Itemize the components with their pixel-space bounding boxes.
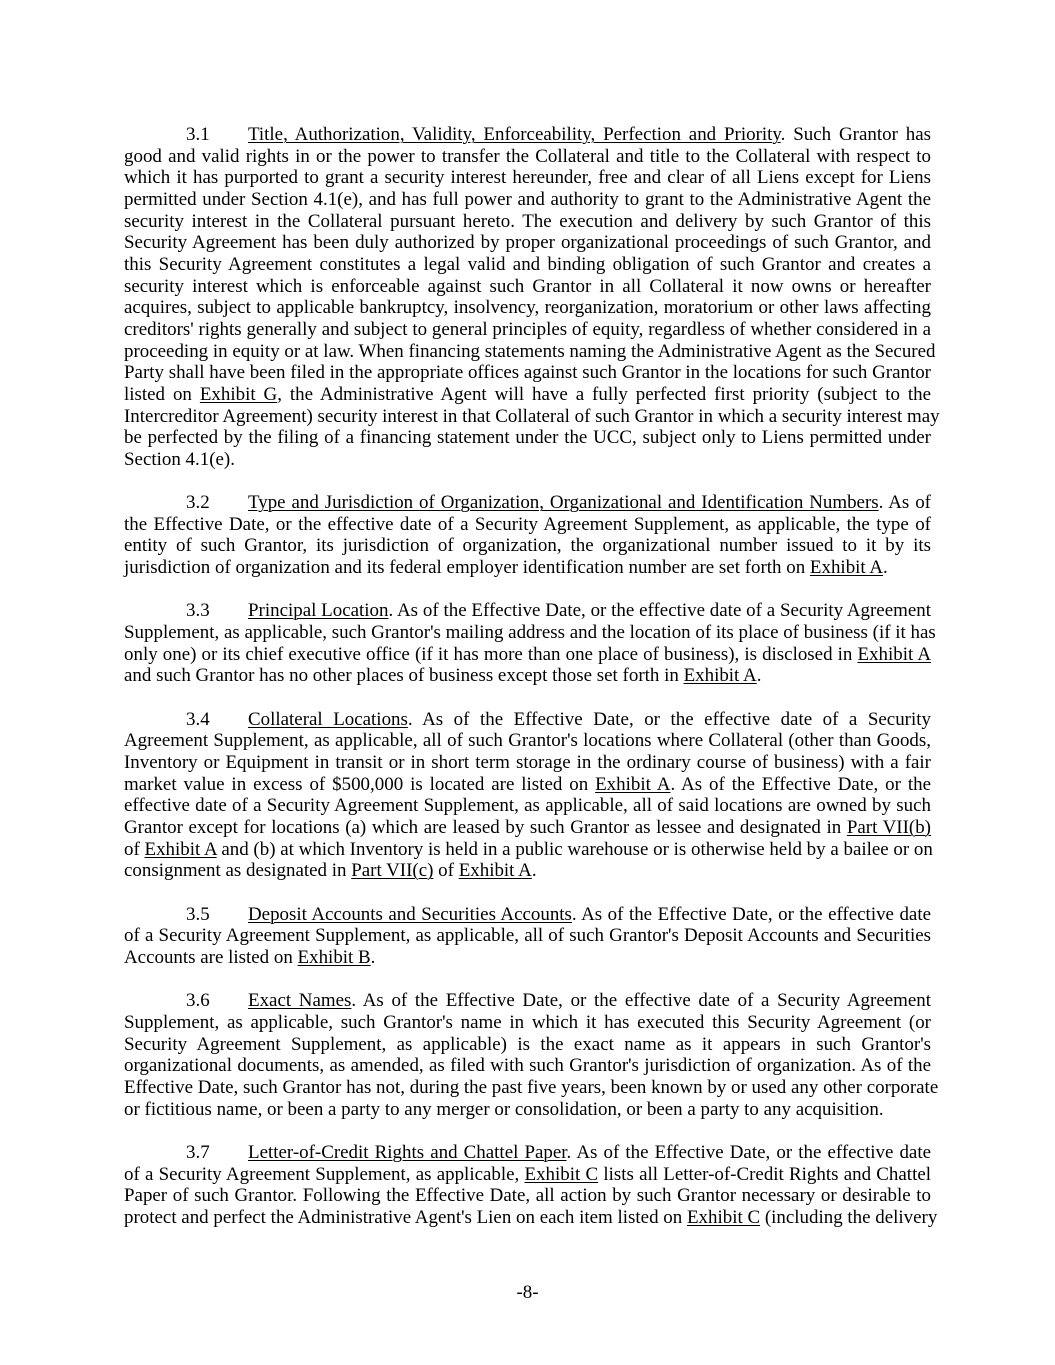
section-heading: Exact Names bbox=[248, 990, 352, 1012]
line-text: . As of bbox=[878, 492, 931, 514]
text-line bbox=[124, 405, 940, 428]
section-3-4 bbox=[124, 709, 931, 882]
line-text: lists all Letter-of-Credit Rights and Chattel bbox=[598, 1163, 931, 1185]
section-3-2 bbox=[124, 492, 931, 579]
page-number: -8- bbox=[516, 1282, 539, 1303]
exhibit-reference: Exhibit A bbox=[458, 860, 532, 882]
line-text: protect and perfect the Administrative Agent's Lien on each item listed on bbox=[124, 1206, 687, 1228]
line-text: Agreement Supplement, as applicable, all of such Grantor's locations where Collateral (other than Goods, bbox=[124, 730, 931, 752]
section-3-6 bbox=[124, 990, 939, 1120]
line-text: Intercreditor Agreement) security interest in that Collateral of such Grantor in which a security interest may bbox=[124, 405, 940, 427]
text-line bbox=[124, 795, 931, 817]
line-text: the Effective Date, or the effective date of a Security Agreement Supplement, as applicable, the type of bbox=[124, 513, 931, 535]
document-body bbox=[124, 124, 940, 1228]
section-3-1 bbox=[124, 124, 940, 471]
line-text: . bbox=[370, 946, 376, 968]
part-reference: Part VII(c) bbox=[351, 860, 434, 882]
text-line bbox=[124, 1206, 938, 1229]
line-text: security interest in the Collateral pursuant hereto. The execution and delivery by such Grantor of this bbox=[124, 210, 931, 232]
text-line bbox=[124, 211, 931, 233]
exhibit-reference: Exhibit A bbox=[809, 557, 884, 579]
exhibit-reference: Exhibit C bbox=[686, 1206, 761, 1228]
line-text: . As of the Effective Date, or the effective date bbox=[571, 903, 931, 925]
section-heading: Deposit Accounts and Securities Accounts bbox=[248, 903, 572, 925]
text-line bbox=[124, 514, 931, 536]
line-text: . bbox=[756, 665, 762, 687]
line-text: good and valid rights in or the power to transfer the Collateral and title to the Collateral with respect to bbox=[124, 145, 931, 167]
line-text: of a Security Agreement Supplement, as applicable, all of such Grantor's Deposit Accounts and Securities bbox=[124, 925, 931, 947]
text-line bbox=[124, 947, 931, 969]
line-text: only one) or its chief executive office (if it has more than one place of business), is disclosed in bbox=[124, 643, 858, 665]
section-heading: Type and Jurisdiction of Organization, Organizational and Identification Numbers bbox=[248, 492, 879, 514]
section-number: 3.1 bbox=[186, 124, 210, 145]
exhibit-reference: Exhibit A bbox=[683, 665, 757, 687]
line-text: of a Security Agreement Supplement, as applicable, bbox=[124, 1163, 525, 1185]
text-line bbox=[124, 1099, 931, 1121]
text-line bbox=[124, 904, 931, 926]
text-line bbox=[124, 817, 931, 839]
line-text: Security Agreement Supplement, as applicable) is the exact name as it appears in such Grantor's bbox=[124, 1033, 931, 1055]
text-line bbox=[124, 254, 931, 276]
exhibit-reference: Exhibit A bbox=[144, 838, 217, 860]
section-number: 3.3 bbox=[186, 600, 210, 622]
line-text: entity of such Grantor, its jurisdiction of organization, the organizational number issued to it by its bbox=[124, 535, 931, 557]
section-number: 3.6 bbox=[186, 990, 210, 1012]
line-text: . As of the Effective Date, or the bbox=[670, 773, 931, 795]
line-text: . As of the Effective Date, or the effective date bbox=[566, 1141, 931, 1163]
exhibit-reference: Exhibit C bbox=[524, 1163, 599, 1185]
line-text: which it has purported to grant a security interest hereunder, free and clear of all Liens except for Liens bbox=[124, 167, 931, 189]
text-line bbox=[124, 232, 931, 254]
line-text: consignment as designated in bbox=[124, 860, 352, 882]
line-text: Supplement, as applicable, such Grantor's mailing address and the location of its place of business (if it has bbox=[124, 622, 936, 644]
section-heading: Title, Authorization, Validity, Enforceability, Perfection and Priority bbox=[248, 124, 781, 145]
text-line bbox=[124, 665, 931, 687]
section-heading: Principal Location bbox=[248, 600, 389, 622]
line-text: permitted under Section 4.1(e), and has full power and authority to grant to the Administrative Agent the bbox=[124, 188, 931, 210]
section-number: 3.5 bbox=[186, 903, 210, 925]
text-line bbox=[124, 362, 931, 384]
text-line bbox=[124, 709, 931, 731]
text-line bbox=[124, 774, 931, 796]
line-text: this Security Agreement constitutes a legal valid and binding obligation of such Grantor and creates a bbox=[124, 253, 931, 275]
line-text: Effective Date, such Grantor has not, during the past five years, been known by or used any other corporate bbox=[124, 1076, 939, 1098]
line-text: . bbox=[531, 860, 537, 882]
text-line bbox=[124, 167, 931, 189]
text-line bbox=[124, 839, 931, 861]
text-line bbox=[124, 925, 931, 947]
text-line bbox=[124, 449, 931, 471]
line-text: . Such Grantor has bbox=[780, 124, 932, 145]
line-text: . As of the Effective Date, or the effective date of a Security Agreement bbox=[351, 990, 931, 1012]
text-line bbox=[124, 189, 931, 211]
text-line bbox=[124, 276, 931, 298]
line-text: creditors' rights generally and subject to general principles of equity, regardless of whether considered in a bbox=[124, 318, 931, 340]
line-text: or fictitious name, or been a party to any merger or consolidation, or been a party to any acquisition. bbox=[124, 1098, 884, 1120]
text-line bbox=[124, 1076, 939, 1099]
line-text: market value in excess of $500,000 is located are listed on bbox=[124, 773, 596, 795]
text-line bbox=[124, 1185, 931, 1207]
line-text: . bbox=[883, 557, 888, 579]
line-text: acquires, subject to applicable bankruptcy, insolvency, reorganization, moratorium or other laws affecting bbox=[124, 297, 931, 319]
section-3-3 bbox=[124, 600, 936, 687]
text-line bbox=[124, 1055, 931, 1077]
part-reference: Part VII(b) bbox=[846, 817, 931, 838]
text-line bbox=[124, 860, 931, 882]
text-line bbox=[124, 557, 931, 579]
text-line bbox=[124, 384, 931, 406]
text-line bbox=[124, 622, 936, 644]
line-text: proceeding in equity or at law. When financing statements naming the Administrative Agent as the Secured bbox=[124, 340, 936, 362]
section-3-7 bbox=[124, 1141, 938, 1229]
text-line bbox=[124, 319, 931, 341]
line-text: , the Administrative Agent will have a fully perfected first priority (subject to the bbox=[277, 383, 931, 405]
line-text: organizational documents, as amended, as filed with such Grantor's jurisdiction of organization. As of the bbox=[124, 1055, 931, 1077]
line-text: of bbox=[433, 860, 459, 882]
section-number: 3.7 bbox=[186, 1141, 210, 1163]
text-line bbox=[124, 752, 931, 774]
line-text: Party shall have been filed in the appropriate offices against such Grantor in the locations for such Grantor bbox=[124, 362, 931, 384]
text-line bbox=[124, 146, 931, 168]
line-text: Supplement, as applicable, such Grantor's name in which it has executed this Security Agreement (or bbox=[124, 1011, 931, 1033]
line-text: Inventory or Equipment in transit or in short term storage in the ordinary course of business) with a fair bbox=[124, 752, 931, 774]
text-line bbox=[124, 124, 931, 146]
line-text: Paper of such Grantor. Following the Effective Date, all action by such Grantor necessary or desirable to bbox=[124, 1185, 931, 1207]
line-text: and (b) at which Inventory is held in a public warehouse or is otherwise held by a bailee or on bbox=[216, 838, 933, 860]
exhibit-reference: Exhibit B bbox=[297, 946, 371, 968]
line-text: listed on bbox=[124, 383, 200, 405]
line-text: Section 4.1(e). bbox=[124, 448, 235, 470]
line-text: and such Grantor has no other places of business except those set forth in bbox=[124, 665, 684, 687]
line-text: of bbox=[124, 838, 145, 860]
line-text: Security Agreement has been duly authorized by proper organizational proceedings of such Grantor, and bbox=[124, 232, 931, 254]
text-line bbox=[124, 1012, 931, 1034]
text-line bbox=[124, 297, 931, 319]
section-heading: Letter-of-Credit Rights and Chattel Paper bbox=[248, 1141, 567, 1163]
section-heading: Collateral Locations bbox=[248, 708, 408, 730]
exhibit-reference: Exhibit A bbox=[595, 773, 671, 795]
section-3-5 bbox=[124, 904, 931, 969]
line-text: . As of the Effective Date, or the effective date of a Security Agreement bbox=[388, 600, 931, 622]
text-line bbox=[124, 340, 936, 363]
section-number: 3.2 bbox=[186, 492, 210, 514]
line-text: security interest which is enforceable against such Grantor in all Collateral it now owns or hereafter bbox=[124, 275, 931, 297]
text-line bbox=[124, 535, 931, 557]
text-line bbox=[124, 492, 931, 514]
line-text: Grantor except for locations (a) which are leased by such Grantor as lessee and designated in bbox=[124, 817, 847, 838]
text-line bbox=[124, 1164, 931, 1186]
text-line bbox=[124, 600, 931, 622]
line-text: . As of the Effective Date, or the effective date of a Security bbox=[407, 708, 931, 730]
text-line bbox=[124, 990, 931, 1012]
section-number: 3.4 bbox=[186, 708, 210, 730]
text-line bbox=[124, 427, 931, 449]
exhibit-reference: Exhibit A bbox=[857, 643, 931, 665]
line-text: Accounts are listed on bbox=[124, 946, 298, 968]
line-text: (including the delivery bbox=[760, 1206, 938, 1228]
text-line bbox=[124, 644, 931, 666]
line-text: be perfected by the filing of a financing statement under the UCC, subject only to Liens permitted under bbox=[124, 427, 931, 449]
text-line bbox=[124, 1034, 931, 1056]
line-text: effective date of a Security Agreement Supplement, as applicable, all of said locations are owned by such bbox=[124, 795, 931, 817]
line-text: jurisdiction of organization and its federal employer identification number are set forth on bbox=[124, 557, 810, 579]
text-line bbox=[124, 730, 931, 752]
text-line bbox=[124, 1142, 931, 1164]
exhibit-reference: Exhibit G bbox=[199, 383, 278, 405]
